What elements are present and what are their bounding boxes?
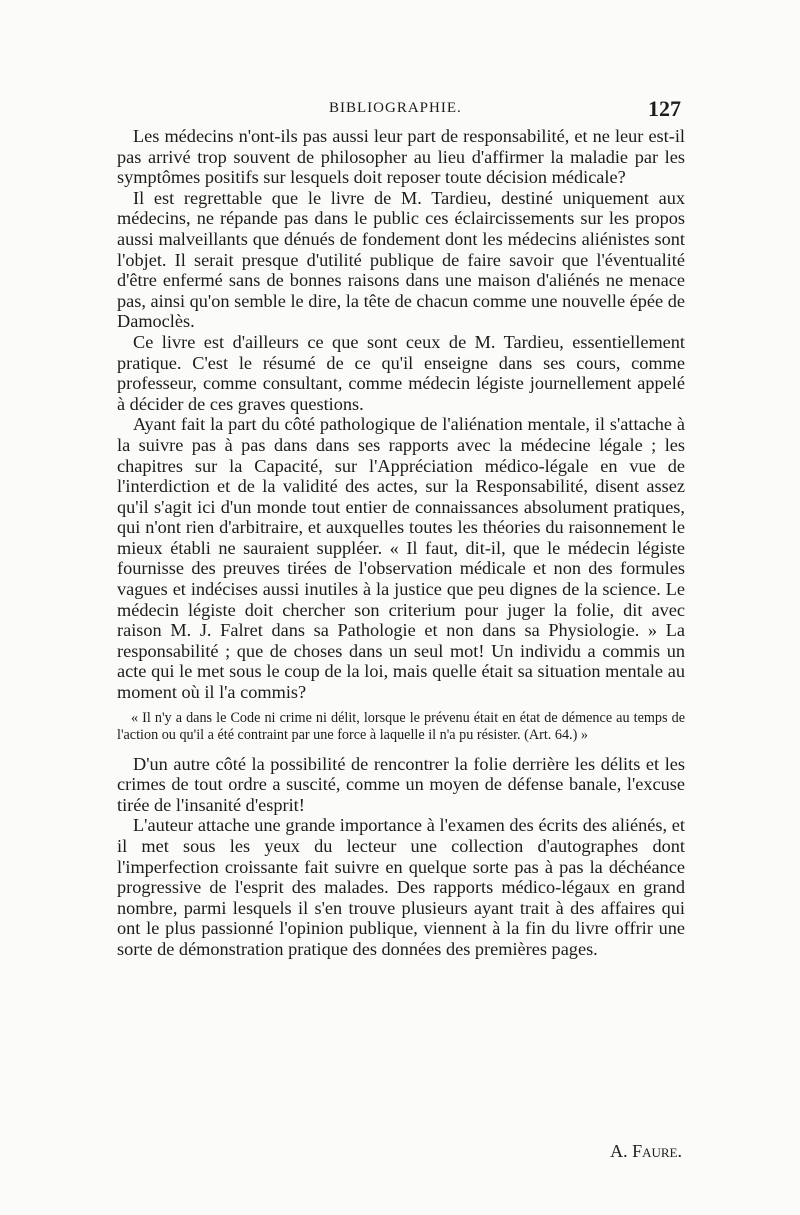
author-signature — [610, 1141, 682, 1162]
paragraph-6: L'auteur attache une grande importance à l'examen des écrits des aliénés, et il met sous les yeux du lecteur une collection d'autographes dont l'imperfection croissante fait suivre en quelque sorte pas à pas la déchéance progressive de l'esprit des malades. Des rapports médico-légaux en grand nombre, parmi lesquels il s'en trouve plusieurs ayant trait à des affaires qui ont le plus passionné l'opinion publique, viennent à la fin du livre offrir une sorte de démonstration pratique des données des premières pages. — [117, 815, 685, 959]
paragraph-4: Ayant fait la part du côté pathologique de l'aliénation mentale, il s'attache à la suivre pas à pas dans dans ses rapports avec la médecine légale ; les chapitres sur la Capacité, sur l'Appréciation médico-légale en vue de l'interdiction et de la validité des actes, sur la Responsabilité, disent assez qu'il s'agit ici d'un monde tout entier de connaissances absolument pratiques, qui n'ont rien d'arbitraire, et auxquelles toutes les théories du raisonnement le mieux établi ne sauraient suppléer. « Il faut, dit-il, que le médecin légiste fournisse des preuves tirées de l'observation médicale et non des formules vagues et indécises aussi inutiles à la justice que peu dignes de la science. Le médecin légiste doit chercher son criterium pour juger la folie, dit avec raison M. J. Falret dans sa Pathologie et non dans sa Physiologie. » La responsabilité ; que de choses dans un seul mot! Un individu a commis un acte qui le met sous le coup de la loi, mais quelle était sa situation mentale au moment où il l'a commis? — [117, 414, 685, 703]
author-surname: Faure. — [632, 1141, 682, 1161]
running-title: BIBLIOGRAPHIE. — [329, 100, 462, 116]
paragraph-2: Il est regrettable que le livre de M. Tardieu, destiné uniquement aux médecins, ne répande pas dans le public ces éclaircissements sur les propos aussi malveillants que dénués de fondement dont les médecins aliénistes sont l'objet. Il serait presque d'utilité publique de faire savoir que l'éventualité d'être enfermé sans de bonnes raisons dans une maison d'aliénés ne menace pas, ainsi qu'on semble le dire, la tête de chacun comme une nouvelle épée de Damoclès. — [117, 187, 685, 332]
page-number: 127 — [648, 96, 681, 121]
page-body — [117, 126, 685, 960]
code-quotation-note: « Il n'y a dans le Code ni crime ni délit, lorsque le prévenu était en état de démence au temps de l'action ou qu'il a été contraint par une force à laquelle il n'a pu résister. (Art. 64.) » — [117, 709, 685, 743]
paragraph-1: Les médecins n'ont-ils pas aussi leur part de responsabilité, et ne leur est-il pas arrivé trop souvent de philosopher au lieu d'affirmer la maladie par les symptômes positifs sur lesquels doit reposer toute décision médicale? — [117, 126, 685, 188]
author-initial: A. — [610, 1141, 628, 1161]
paragraph-3: Ce livre est d'ailleurs ce que sont ceux de M. Tardieu, essentiellement pratique. C'est le résumé de ce qu'il enseigne dans ses cours, comme professeur, comme consultant, comme médecin légiste journellement appelé à décider de ces graves questions. — [117, 331, 685, 414]
paragraph-5: D'un autre côté la possibilité de rencontrer la folie derrière les délits et les crimes de tout ordre a suscité, comme un moyen de défense banale, l'excuse tirée de l'insanité d'esprit! — [117, 753, 685, 815]
running-head — [117, 97, 685, 121]
